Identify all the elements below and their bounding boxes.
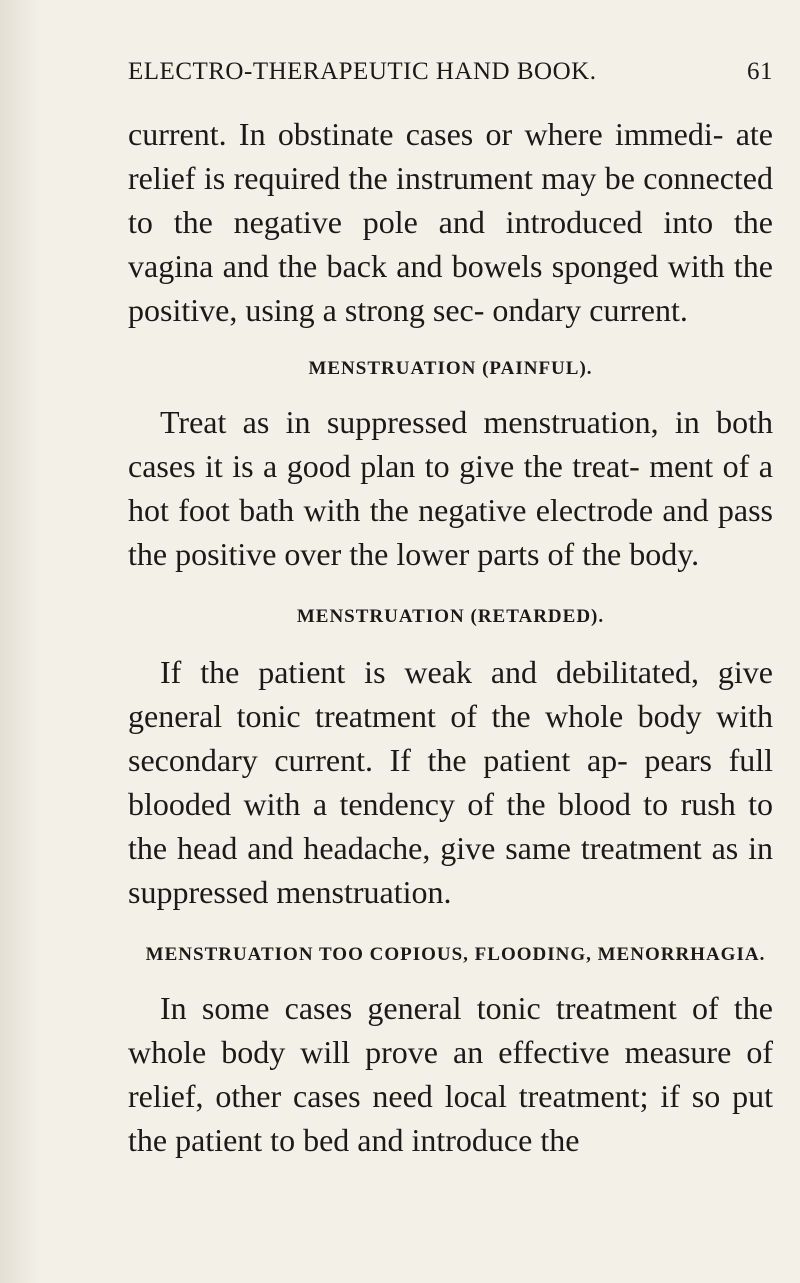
- paragraph-3: If the patient is weak and debilitated, give general tonic treatment of the whole body with secondary current. If the patient ap- pears full blooded with a tendency of the blood to rush to the head and headache, give same treatment as in suppressed menstruation.: [128, 654, 773, 910]
- paragraph-1: current. In obstinate cases or where immedi- ate relief is required the instrument may be connected to the negative pole and introduced into the vagina and the back and bowels sponged with the positive, using a strong sec- ondary current.: [128, 116, 773, 328]
- page-number: 61: [747, 58, 773, 85]
- paragraph-4: In some cases general tonic treatment of the whole body will prove an effective measure of relief, other cases need local treatment; if so put the patient to bed and introduce the: [128, 990, 773, 1158]
- section-heading-painful: MENSTRUATION (PAINFUL).: [308, 358, 593, 379]
- body-text: [128, 112, 773, 1162]
- running-head-title: ELECTRO-THERAPEUTIC HAND BOOK.: [128, 58, 597, 85]
- section-heading-too-copious: MENSTRUATION TOO COPIOUS, FLOODING, MENORRHAGIA.: [145, 944, 766, 965]
- section-heading-retarded: MENSTRUATION (RETARDED).: [296, 606, 605, 627]
- paragraph-2: Treat as in suppressed menstruation, in both cases it is a good plan to give the treat- ment of a hot foot bath with the negative electrode and pass the positive over the lower parts of the body.: [128, 404, 773, 572]
- running-head: [128, 58, 773, 86]
